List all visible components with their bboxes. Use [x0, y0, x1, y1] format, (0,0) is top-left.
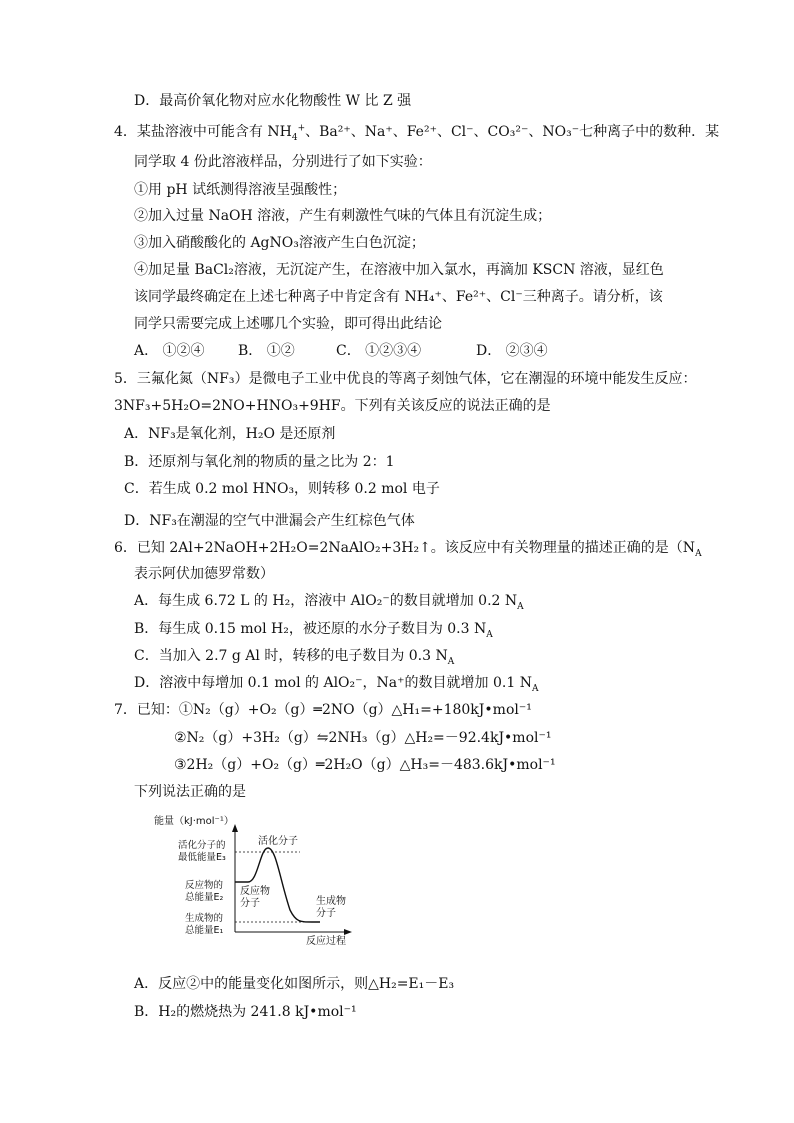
q5-option-d: D．NF₃在潮湿的空气中泄漏会产生红棕色气体	[124, 513, 415, 529]
q4-experiment-4: ④加足量 BaCl₂溶液，无沉淀产生，在溶液中加入氯水，再滴加 KSCN 溶液，显红色	[134, 262, 664, 278]
q4-stem-line1: 4．某盐溶液中可能含有 $NH_4^+$、Ba²⁺、Na⁺、Fe²⁺、Cl⁻、CO₃²⁻、NO₃⁻七种离子中的数种．某	[114, 123, 720, 143]
q6-stem-line1	[114, 539, 702, 557]
q6-option-a	[134, 592, 524, 610]
fig-reactant-label-2: 分子	[240, 898, 260, 909]
q6-stem1-text: 6．已知 2Al+2NaOH+2H₂O=2NaAlO₂+3H₂↑。该反应中有关物理量的描述正确的是（N	[114, 540, 696, 556]
q6-option-d-sub: A	[531, 683, 539, 694]
q6-stem1-na-sub: A	[695, 548, 702, 559]
q6-option-b-text: B．每生成 0.15 mol H₂，被还原的水分子数目为 0.3 N	[134, 621, 487, 637]
q3-option-d: D．最高价氧化物对应水化物酸性 W 比 Z 强	[134, 93, 412, 109]
q5-stem-line1: 5．三氟化氮（NF₃）是微电子工业中优良的等离子刻蚀气体，它在潮湿的环境中能发生反应：	[114, 371, 697, 387]
energy-diagram	[150, 810, 360, 950]
q6-option-c-sub: A	[447, 656, 455, 667]
q4-option-c: C． ①②③④	[336, 343, 422, 359]
q7-prompt: 下列说法正确的是	[134, 784, 246, 800]
q5-option-b: B．还原剂与氧化剂的物质的量之比为 2：1	[124, 454, 395, 470]
q6-option-d-text: D．溶液中每增加 0.1 mol 的 AlO₂⁻，Na⁺的数目就增加 0.1 N	[134, 675, 532, 691]
q6-option-b-sub: A	[486, 629, 493, 640]
q4-stem-ions: 、Ba²⁺、Na⁺、Fe²⁺、Cl⁻、CO₃²⁻、NO₃⁻七种离子中的数种．某	[305, 124, 720, 140]
q4-experiment-2: ②加入过量 NaOH 溶液，产生有刺激性气味的气体且有沉淀生成；	[134, 208, 552, 224]
fig-product-label-1: 生成物	[316, 896, 346, 907]
q6-option-a-sub: A	[517, 601, 524, 612]
q5-option-a: A．NF₃是氧化剂，H₂O 是还原剂	[124, 426, 336, 442]
fig-x-axis-label: 反应过程	[306, 936, 346, 947]
fig-e3-label-2: 最低能量E₃	[178, 852, 226, 863]
q4-experiment-3: ③加入硝酸酸化的 AgNO₃溶液产生白色沉淀；	[134, 235, 425, 251]
q7-equation-2: ②N₂（g）+3H₂（g）⇋2NH₃（g）△H₂=－92.4kJ•mol⁻¹	[174, 730, 552, 746]
fig-e2-label-2: 总能量E₂	[185, 892, 224, 903]
q4-stem-prefix: 4．某盐溶液中可能含有 NH	[114, 124, 292, 140]
q6-stem-line2: 表示阿伏加德罗常数）	[134, 566, 274, 582]
fig-e3-label-1: 活化分子的	[178, 840, 226, 851]
fig-x-axis-arrow	[344, 929, 352, 935]
fig-e1-label-2: 总能量E₁	[185, 925, 224, 936]
q4-stem-line2: 同学取 4 份此溶液样品，分别进行了如下实验：	[134, 154, 432, 170]
fig-product-label-2: 分子	[316, 908, 336, 919]
fig-energy-curve	[235, 848, 320, 922]
q6-option-c	[134, 647, 454, 665]
q4-option-a: A． ①②④	[134, 343, 205, 359]
fig-peak-label: 活化分子	[258, 836, 298, 847]
fig-reactant-label-1: 反应物	[240, 886, 270, 897]
q7-equation-3: ③2H₂（g）+O₂（g）═2H₂O（g）△H₃=－483.6kJ•mol⁻¹	[174, 757, 556, 773]
q6-option-b	[134, 620, 493, 638]
q4-option-b: B． ①②	[238, 343, 295, 359]
q6-option-c-text: C．当加入 2.7 g Al 时，转移的电子数目为 0.3 N	[134, 648, 448, 664]
fig-e1-label-1: 生成物的	[185, 913, 224, 924]
q6-option-d	[134, 674, 538, 692]
q7-option-a: A．反应②中的能量变化如图所示，则△H₂=E₁－E₃	[134, 976, 455, 992]
q5-option-c: C．若生成 0.2 mol HNO₃，则转移 0.2 mol 电子	[124, 481, 440, 497]
q4-experiment-1: ①用 pH 试纸测得溶液呈强酸性；	[134, 182, 347, 198]
fig-e2-label-1: 反应物的	[185, 880, 224, 891]
q4-conclusion-2: 同学只需要完成上述哪几个实验，即可得出此结论	[134, 316, 442, 332]
q6-option-a-text: A．每生成 6.72 L 的 H₂，溶液中 AlO₂⁻的数目就增加 0.2 N	[134, 593, 518, 609]
fig-y-axis-label: 能量（kJ·mol⁻¹）	[154, 816, 234, 827]
q5-stem-line2: 3NF₃+5H₂O=2NO+HNO₃+9HF。下列有关该反应的说法正确的是	[114, 398, 551, 414]
q4-conclusion-1: 该同学最终确定在上述七种离子中肯定含有 NH₄⁺、Fe²⁺、Cl⁻三种离子。请分析，该	[134, 289, 663, 305]
q7-option-b: B．H₂的燃烧热为 241.8 kJ•mol⁻¹	[134, 1004, 357, 1020]
q4-option-d: D． ②③④	[476, 343, 548, 359]
q7-equation-1: 7．已知：①N₂（g）+O₂（g）═2NO（g）△H₁=+180kJ•mol⁻¹	[114, 702, 532, 718]
